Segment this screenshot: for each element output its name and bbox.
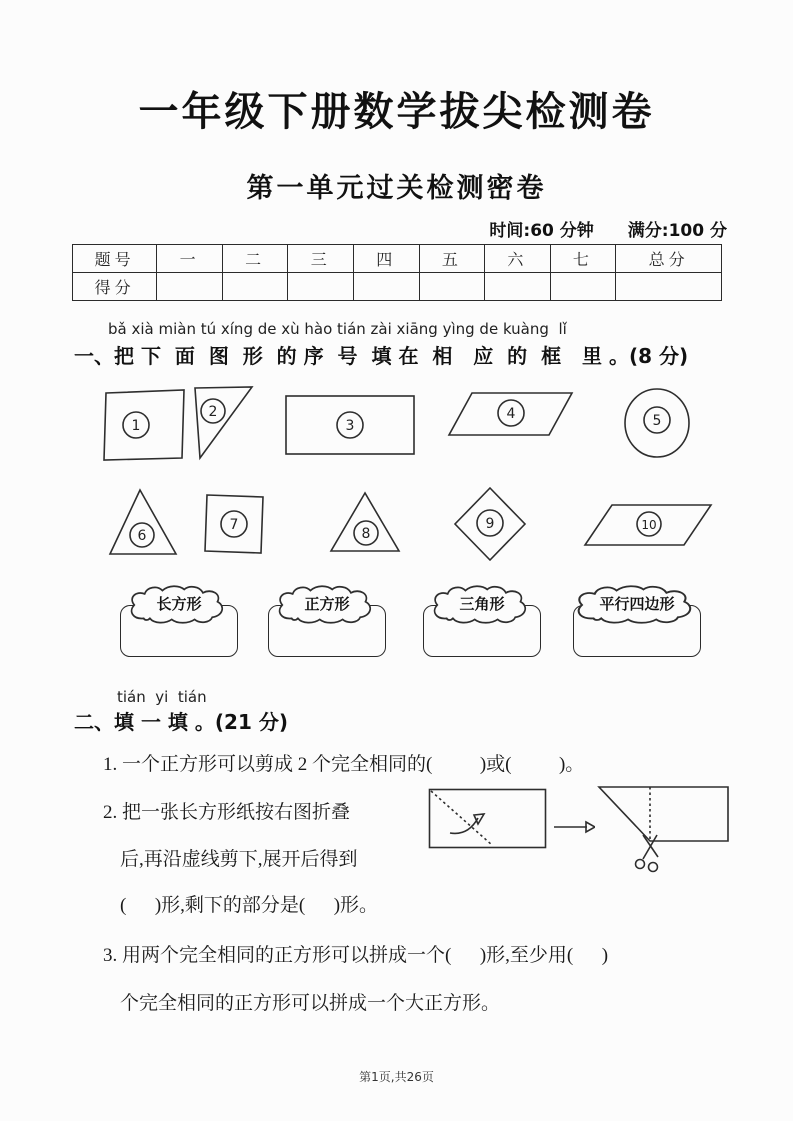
shape-diamond-9 — [453, 486, 527, 562]
cloud-label — [275, 585, 379, 625]
shape-square-1 — [103, 388, 187, 462]
category-label: 长方形 — [156, 595, 202, 613]
svg-text:4: 4 — [506, 406, 516, 422]
header-cell: 三 — [288, 245, 354, 273]
scissors-icon — [636, 835, 659, 872]
unit-subtitle: 第一单元过关检测密卷 — [246, 173, 547, 204]
header-cell: 总分 — [616, 245, 722, 273]
header-cell: 四 — [354, 245, 420, 273]
svg-text:1: 1 — [131, 418, 141, 434]
svg-text:2: 2 — [208, 404, 218, 420]
cloud-label — [573, 585, 701, 625]
svg-text:9: 9 — [485, 516, 495, 532]
score-cell — [419, 273, 485, 301]
header-cell: 二 — [222, 245, 288, 273]
section1-heading: 一、把 下 面 图 形 的 序 号 填 在 相 应 的 框 里 。(8 分) — [74, 344, 689, 368]
fold-figure-before — [428, 788, 547, 850]
svg-text:10: 10 — [641, 518, 657, 532]
question-3-line2: 个完全相同的正方形可以拼成一个大正方形。 — [120, 993, 501, 1014]
svg-text:6: 6 — [137, 528, 147, 544]
category-label: 三角形 — [459, 595, 505, 613]
score-cell — [616, 273, 722, 301]
time-limit: 时间:60 分钟 — [489, 221, 594, 241]
section2-pinyin: tián yi tián — [117, 688, 207, 706]
category-box-parallelogram — [573, 595, 701, 657]
paper-title: 一年级下册数学拔尖检测卷 — [138, 89, 655, 135]
category-box-square — [268, 595, 386, 657]
svg-text:7: 7 — [229, 517, 239, 533]
shape-circle-5 — [622, 387, 692, 459]
shape-triangle-8 — [328, 490, 402, 554]
shape-parallelogram-4 — [447, 391, 574, 438]
header-cell: 六 — [485, 245, 551, 273]
shape-right-triangle-2 — [192, 385, 256, 461]
score-table — [72, 244, 722, 301]
page-number: 第1页,共26页 — [359, 1070, 434, 1084]
header-cell: 题号 — [73, 245, 157, 273]
header-cell: 五 — [419, 245, 485, 273]
shape-rectangle-3 — [284, 394, 416, 456]
section1-pinyin: bǎ xià miàn tú xíng de xù hào tián zài xiāng yìng de kuàng lǐ — [108, 320, 567, 338]
category-label: 平行四边形 — [599, 595, 675, 613]
arrow-icon — [553, 820, 595, 834]
score-cell — [157, 273, 223, 301]
exam-meta — [455, 216, 727, 241]
shape-parallelogram-10 — [583, 503, 713, 548]
score-cell — [354, 273, 420, 301]
cloud-label — [127, 585, 231, 625]
svg-text:3: 3 — [345, 418, 355, 434]
svg-text:5: 5 — [652, 413, 662, 429]
question-1: 1. 一个正方形可以剪成 2 个完全相同的( )或( )。 — [103, 754, 585, 775]
fold-line — [431, 791, 492, 845]
full-score: 满分:100 分 — [627, 221, 727, 241]
score-row-label: 得分 — [73, 273, 157, 301]
section2-heading: 二、填 一 填 。(21 分) — [74, 710, 288, 734]
category-box-triangle — [423, 595, 541, 657]
question-2-line2: 后,再沿虚线剪下,展开后得到 — [120, 849, 358, 870]
score-table-score-row — [73, 273, 722, 301]
cloud-label — [430, 585, 534, 625]
question-2-line1: 2. 把一张长方形纸按右图折叠 — [103, 802, 351, 823]
question-2-line3: ( )形,剩下的部分是( )形。 — [120, 895, 379, 916]
shape-square-7 — [203, 493, 265, 555]
svg-text:8: 8 — [361, 526, 371, 542]
header-cell: 七 — [550, 245, 616, 273]
score-cell — [222, 273, 288, 301]
header-cell: 一 — [157, 245, 223, 273]
score-table-header-row — [73, 245, 722, 273]
score-cell — [485, 273, 551, 301]
score-cell — [288, 273, 354, 301]
fold-figure-after — [597, 785, 731, 881]
category-label: 正方形 — [304, 595, 350, 613]
score-cell — [550, 273, 616, 301]
category-box-rectangle — [120, 595, 238, 657]
question-3-line1: 3. 用两个完全相同的正方形可以拼成一个( )形,至少用( ) — [103, 945, 609, 966]
shape-triangle-6 — [108, 487, 178, 557]
